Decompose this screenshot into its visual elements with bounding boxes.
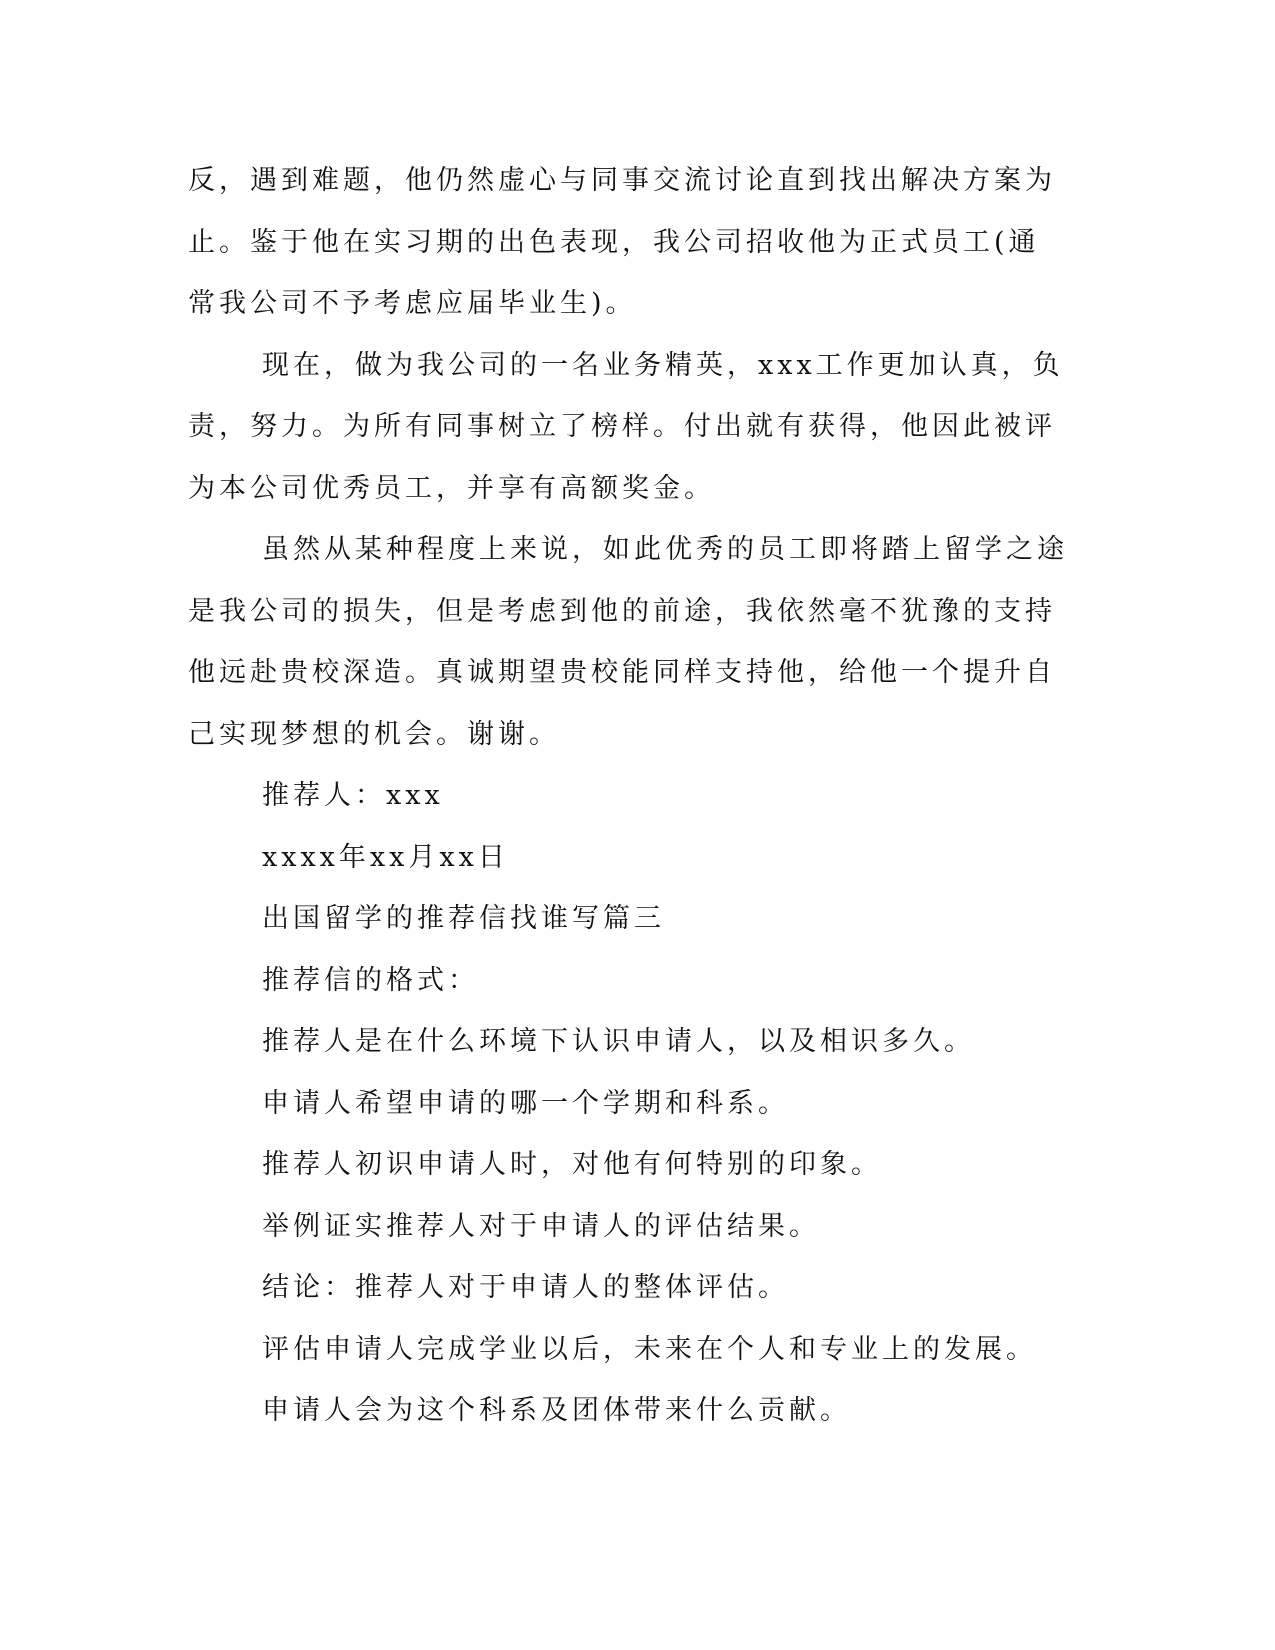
format-title: 推荐信的格式： — [262, 964, 479, 996]
format-item: 评估申请人完成学业以后，未来在个人和专业上的发展。 — [262, 1333, 1037, 1365]
format-item: 推荐人是在什么环境下认识申请人，以及相识多久。 — [262, 1026, 975, 1057]
format-item: 推荐人初识申请人时，对他有何特别的印象。 — [262, 1149, 882, 1180]
paragraph-continued: 反，遇到难题，他仍然虚心与同事交流讨论直到找出解决方案为止。鉴于他在实习期的出色表现，我公司招收他为正式员工(通常我公司不予考虑应届毕业生)。 — [188, 165, 1056, 319]
format-item: 结论：推荐人对于申请人的整体评估。 — [262, 1272, 789, 1303]
paragraph-current-role: 现在，做为我公司的一名业务精英，xxx工作更加认真，负责，努力。为所有同事树立了榜样。付出就有获得，他因此被评为本公司优秀员工，并享有高额奖金。 — [188, 349, 1064, 504]
format-item: 申请人希望申请的哪一个学期和科系。 — [262, 1087, 789, 1119]
recommender-line: 推荐人：xxx — [262, 780, 444, 811]
format-item: 申请人会为这个科系及团体带来什么贡献。 — [262, 1395, 851, 1426]
paragraph-support: 虽然从某种程度上来说，如此优秀的员工即将踏上留学之途是我公司的损失，但是考虑到他的前途，我依然毫不犹豫的支持他远赴贵校深造。真诚期望贵校能同样支持他，给他一个提升自己实现梦想的机会。谢谢。 — [188, 534, 1068, 750]
document-body — [188, 150, 1068, 1442]
date-line: xxxx年xx月xx日 — [262, 841, 509, 873]
section-title: 出国留学的推荐信找谁写篇三 — [262, 903, 665, 934]
format-item: 举例证实推荐人对于申请人的评估结果。 — [262, 1210, 820, 1242]
